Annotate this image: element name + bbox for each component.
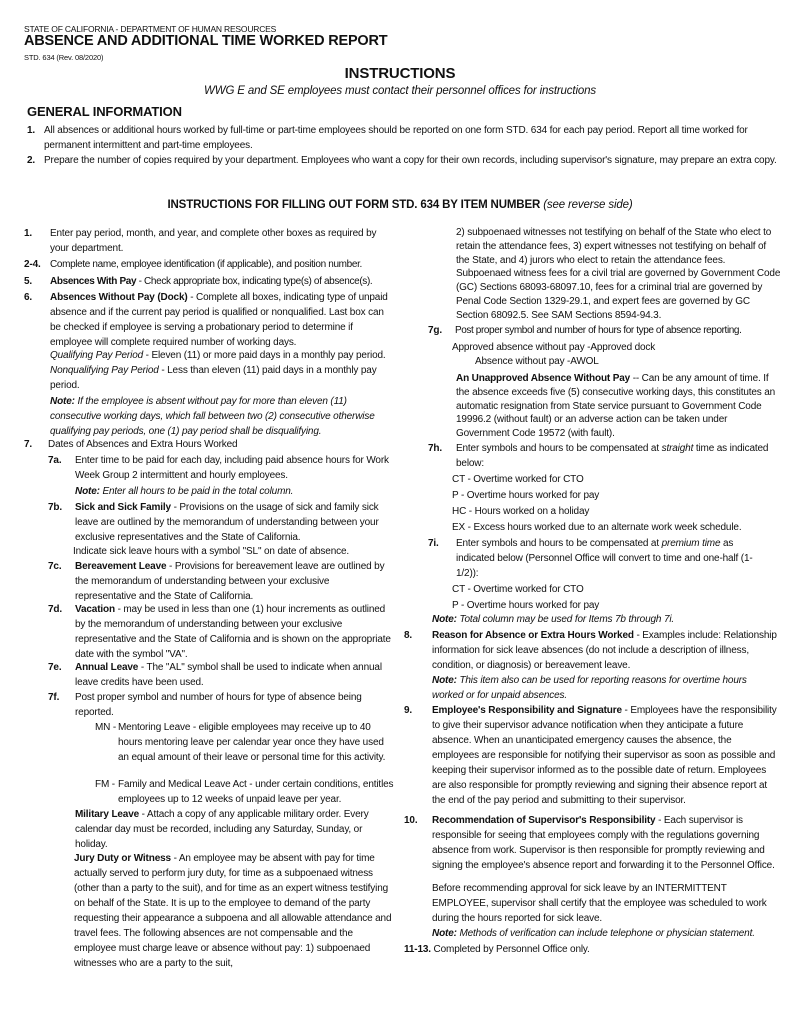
item-9 [432, 703, 777, 808]
item-num: 7a. [48, 455, 62, 466]
code-line: EX - Excess hours worked due to an alternate work week schedule. [452, 522, 742, 533]
item-7f: Post proper symbol and number of hours for type of absence being reported. [75, 692, 362, 718]
item-title: Annual Leave [75, 662, 139, 673]
item-text: - Complete all boxes, indicating type of unpaid absence and if the current pay period is qualified or nonqualified. Last box can be checked if employee is serving a probationary period to determine if employee will complete required number of working days. [50, 292, 388, 348]
item-num: 7d. [48, 604, 62, 615]
section-note: (see reverse side) [543, 199, 633, 211]
item-num: 7h. [428, 443, 442, 454]
note-text: Methods of verification can include telephone or physician statement. [456, 928, 755, 939]
note-item-6 [50, 394, 390, 439]
section-title: INSTRUCTIONS FOR FILLING OUT FORM STD. 634 BY ITEM NUMBER [167, 199, 541, 211]
note-label: Note: [75, 486, 100, 497]
item-text: Completed by Personnel Office only. [430, 944, 590, 955]
note-text: Enter all hours to be paid in the total column. [99, 486, 294, 497]
item-text: as indicated below (Personnel Office will convert to time and one-half (1-1/2)): [456, 538, 753, 579]
item-num: 9. [404, 705, 413, 716]
section-heading [0, 199, 800, 211]
note-item-10 [432, 926, 792, 941]
item-num: 7c. [48, 561, 62, 572]
qualifying-pay-period [50, 348, 400, 363]
note-item-7a [75, 484, 393, 499]
awol: Absence without pay -AWOL [475, 356, 599, 367]
item-title: An Unapproved Absence Without Pay [456, 373, 631, 384]
item-8 [432, 628, 777, 673]
item-num: 1. [24, 228, 33, 239]
item-title: Recommendation of Supervisor's Responsibility [432, 815, 656, 826]
item-text: - Each supervisor is responsible for seeing that employees comply with the regulations governing absence from work. Supervisor is then responsible for promptly reviewing and signing the employee's absence report and forwarding it to the Personnel Office. [432, 815, 775, 871]
intermittent-sick-leave: Before recommending approval for sick leave by an INTERMITTENT EMPLOYEE, supervisor shall certify that the employee was scheduled to work during the hours reported for sick leave. [432, 883, 767, 924]
form-title: ABSENCE AND ADDITIONAL TIME WORKED REPORT [24, 33, 388, 49]
code-fm: FM - [95, 779, 115, 790]
note-text: This item also can be used for reporting reasons for overtime hours worked or for unpaid absences. [432, 675, 747, 701]
item-title: Vacation [75, 604, 115, 615]
item-10 [432, 813, 782, 873]
item-7c [75, 559, 393, 604]
item-emphasis: premium time [661, 538, 721, 549]
item-text: - An employee may be absent with pay for time actually served to perform jury duty, for time as a subpoenaed witness (other than a party to the suit), and for time as an expert witness testifying on behalf of the State. It is up to the employee to demand of the party requesting their appearance a subpoena and all allowable attendance and travel fees. The following absences are not compensable and the employee must charge leave or absence without pay: 1) subpoenaed witnesses who are a party to the suit, [74, 853, 392, 969]
general-item-1: All absences or additional hours worked by full-time or part-time employees should be reported on one form STD. 634 for each pay period. Report all time worked for permanent intermittent and part-time employees. [44, 125, 748, 151]
note-label: Note: [432, 675, 457, 686]
code-line: HC - Hours worked on a holiday [452, 506, 590, 517]
note-item-7 [432, 612, 782, 627]
definition: - Eleven (11) or more paid days in a monthly pay period. [143, 350, 386, 361]
item-text: - Check appropriate box, indicating type(s) of absence(s). [136, 276, 373, 287]
note-label: Note: [432, 614, 457, 625]
item-7g: Post proper symbol and number of hours for type of absence reporting. [455, 325, 742, 336]
definition: - Less than eleven (11) paid days in a monthly pay period. [50, 365, 377, 391]
item-7b [75, 500, 393, 545]
jury-duty [74, 851, 396, 971]
general-num-2: 2. [27, 155, 36, 166]
item-title: Absences Without Pay (Dock) [50, 292, 188, 303]
item-text: - Provisions on the usage of sick and family sick leave are outlined by the memorandum of understanding between your exclusive representatives and the State of California. [75, 502, 379, 543]
term: Qualifying Pay Period [50, 350, 144, 361]
family-medical-leave: Family and Medical Leave Act - under certain conditions, entitles employees up to 12 weeks of unpaid leave per year. [118, 779, 394, 805]
item-7h [456, 441, 776, 471]
item-title: Absences With Pay [50, 276, 137, 287]
item-7e [75, 660, 393, 690]
item-num: 8. [404, 630, 413, 641]
item-num: 11-13. [404, 944, 431, 955]
unapproved-absence [456, 372, 781, 441]
approved-dock: Approved absence without pay -Approved dock [452, 342, 656, 353]
item-num: 10. [404, 815, 418, 826]
code-line: CT - Overtime worked for CTO [452, 474, 584, 485]
item-5 [50, 274, 400, 289]
item-title: Jury Duty or Witness [74, 853, 171, 864]
military-leave [75, 807, 393, 852]
term: Nonqualifying Pay Period [50, 365, 159, 376]
item-num: 2-4. [24, 259, 41, 270]
item-num: 6. [24, 292, 33, 303]
sick-leave-symbol: Indicate sick leave hours with a symbol "SL" on date of absence. [73, 546, 349, 557]
item-num: 7i. [428, 538, 439, 549]
item-text: - The "AL" symbol shall be used to indicate when annual leave credits have been used. [75, 662, 382, 688]
note-label: Note: [432, 928, 457, 939]
item-text: Enter symbols and hours to be compensated at [456, 443, 662, 454]
item-7: Dates of Absences and Extra Hours Worked [48, 439, 238, 450]
item-text: -- Can be any amount of time. If the absence exceeds five (5) consecutive working days, this constitutes an automatic resignation from State service pursuant to Government Code 19996.2 (without fault) or an adverse action can be taken under Government Code 19572 (with fault). [456, 373, 776, 440]
item-num: 7g. [428, 325, 442, 336]
item-title: Reason for Absence or Extra Hours Worked [432, 630, 634, 641]
note-item-8 [432, 673, 777, 703]
item-1: Enter pay period, month, and year, and complete other boxes as required by your department. [50, 228, 377, 254]
mentoring-leave: Mentoring Leave - eligible employees may receive up to 40 hours mentoring leave per calendar year once they have used an equal amount of their leave or personal time for this activity. [118, 722, 386, 763]
item-2-4: Complete name, employee identification (if applicable), and position number. [50, 259, 362, 270]
item-num: 7b. [48, 502, 62, 513]
item-7d [75, 602, 393, 662]
item-num: 5. [24, 276, 33, 287]
item-text: - Provisions for bereavement leave are outlined by the memorandum of understanding between your exclusive representative and the State of California. [75, 561, 385, 602]
item-title: Employee's Responsibility and Signature [432, 705, 622, 716]
item-text: - Attach a copy of any applicable military order. Every calendar day must be recorded, including any Saturday, Sunday, or holiday. [75, 809, 369, 850]
item-num: 7f. [48, 692, 60, 703]
nonqualifying-pay-period [50, 363, 392, 393]
note-label: Note: [50, 396, 75, 407]
item-num: 7e. [48, 662, 62, 673]
item-text: - Examples include: Relationship information for sick leave absences (do not include a description of illness, condition, or diagnosis) or bereavement leave. [432, 630, 777, 671]
code-line: P - Overtime hours worked for pay [452, 600, 600, 611]
general-heading: GENERAL INFORMATION [27, 104, 182, 119]
item-6 [50, 290, 392, 350]
code-mn: MN - [95, 722, 117, 733]
item-title: Bereavement Leave [75, 561, 167, 572]
note-text: Total column may be used for Items 7b through 7i. [456, 614, 675, 625]
item-7i [456, 536, 766, 581]
jury-duty-continued: 2) subpoenaed witnesses not testifying on behalf of the State who elect to retain the attendance fees, 3) expert witnesses not testifying on behalf of the State, and 4) jurors who elect to retain the attendance fees. Subpoenaed witness fees for a civil trial are governed by Government Code (GC) Sections 68093-68097.10, fees for a criminal trial are governed by Penal Code Section 1329-29.1, and expert fees are governed by GC Section 68092.5. See SAM Sections 8594-94.3. [456, 227, 781, 321]
item-11-13 [404, 942, 764, 957]
item-7a: Enter time to be paid for each day, including paid absence hours for Work Week Group 2 intermittent and hourly employees. [75, 455, 389, 481]
general-num-1: 1. [27, 125, 36, 136]
agency-name: STATE OF CALIFORNIA - DEPARTMENT OF HUMAN RESOURCES [24, 24, 277, 34]
item-emphasis: straight [661, 443, 694, 454]
code-line: CT - Overtime worked for CTO [452, 584, 584, 595]
instructions-title: INSTRUCTIONS [344, 65, 456, 82]
item-title: Military Leave [75, 809, 140, 820]
item-text: Enter symbols and hours to be compensated at [456, 538, 662, 549]
item-text: - may be used in less than one (1) hour increments as outlined by the memorandum of understanding between your exclusive representative and the State of California and is shown on the appropriate date with the symbol "VA". [75, 604, 391, 660]
form-number: STD. 634 (Rev. 08/2020) [24, 53, 104, 62]
instructions-subtitle: WWG E and SE employees must contact their personnel offices for instructions [204, 85, 596, 97]
item-title: Sick and Sick Family [75, 502, 171, 513]
general-item-2: Prepare the number of copies required by your department. Employees who want a copy for their own records, including supervisor's signature, may prepare an extra copy. [44, 155, 777, 166]
item-num: 7. [24, 439, 33, 450]
item-text: time as indicated below: [456, 443, 769, 469]
item-text: - Employees have the responsibility to give their supervisor advance notification when they anticipate a future absence. When an unanticipated emergency causes the absence, the employees are responsible for notifying their supervisor as soon as possible and keeping their supervisor informed as to the possible date of return. Employees are also responsible for promptly reviewing and signing their absence report at the end of the pay period and submitting to their supervisor. [432, 705, 777, 806]
code-line: P - Overtime hours worked for pay [452, 490, 600, 501]
note-text: If the employee is absent without pay for more than eleven (11) consecutive working days, which fall between two (2) consecutive otherwise qualifying pay periods, one (1) pay period shall be disqualifying. [50, 396, 375, 437]
